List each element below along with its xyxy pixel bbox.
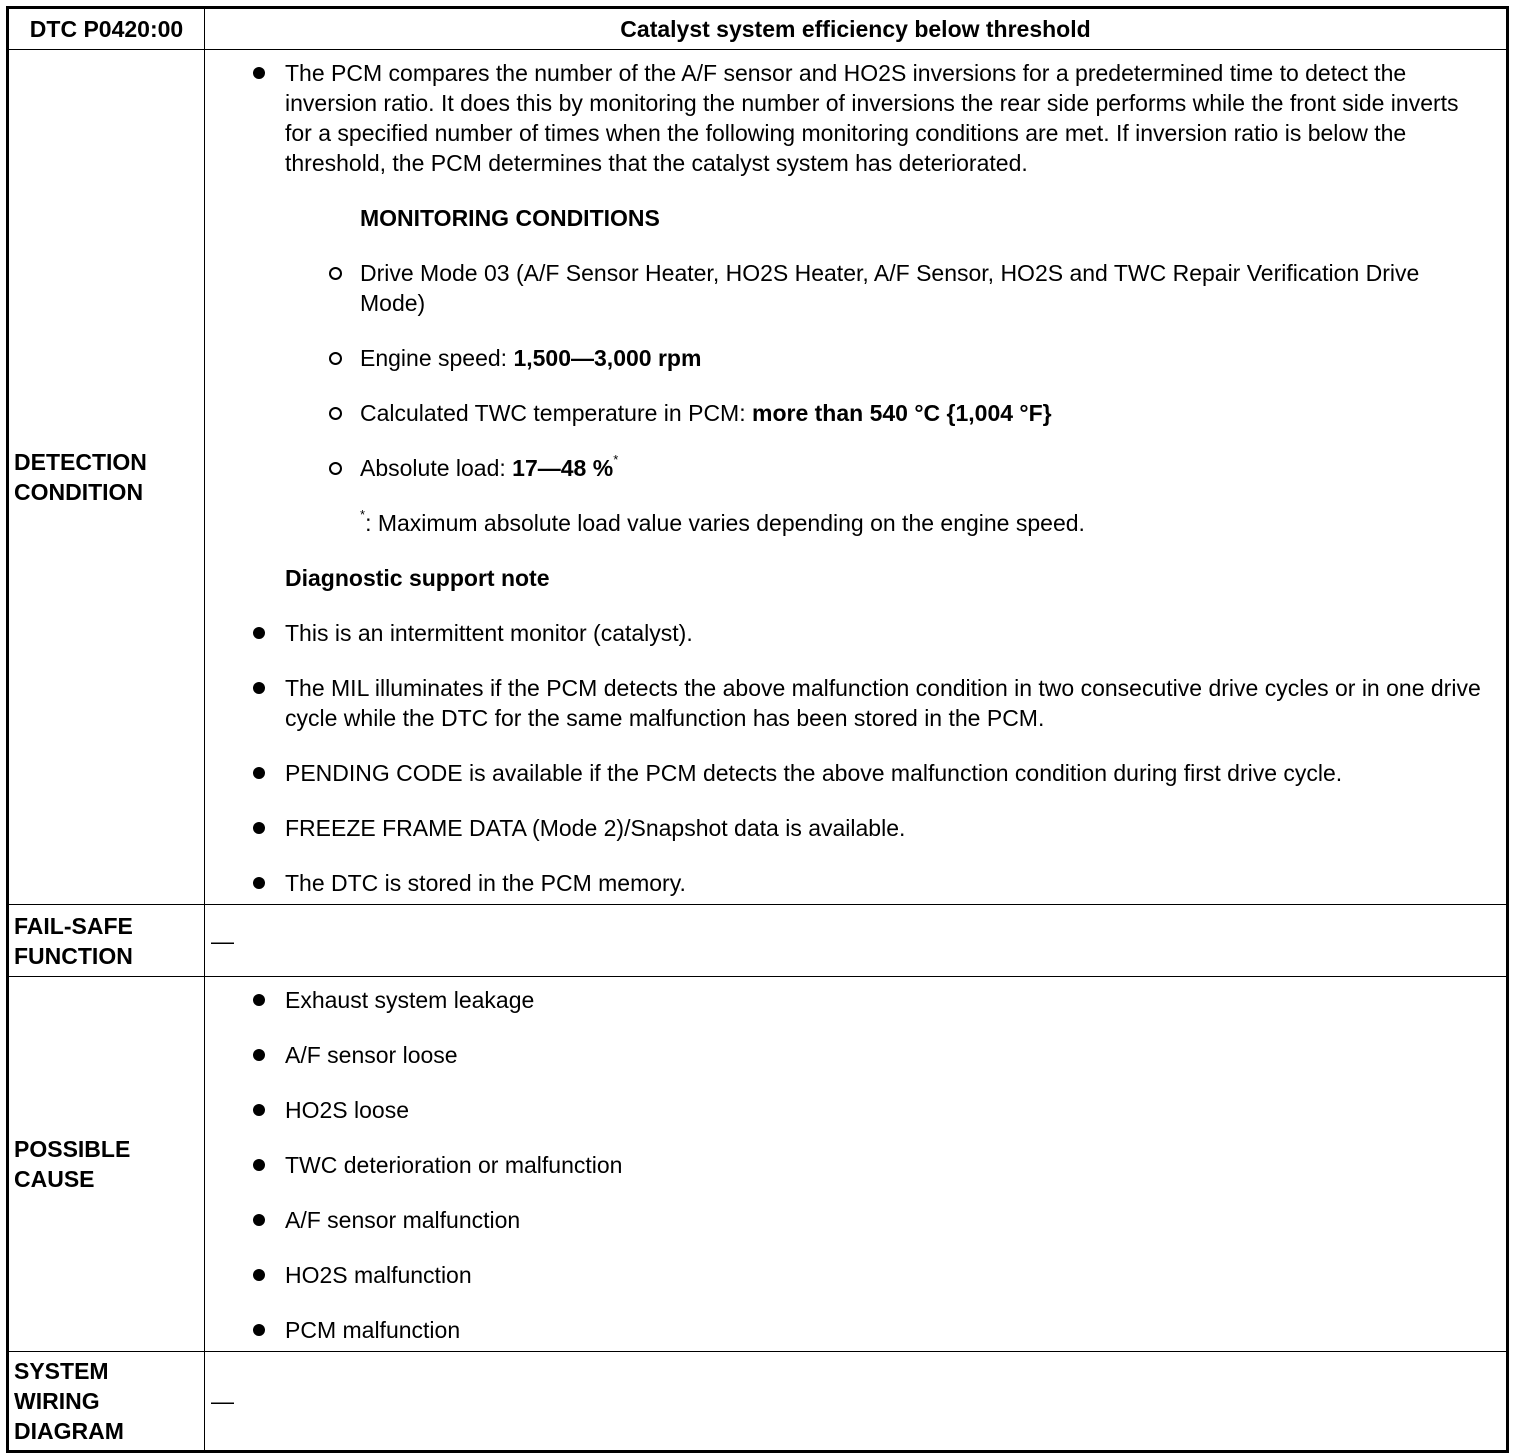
- cause-text: HO2S loose: [285, 1097, 410, 1123]
- cause-item: [205, 1315, 1506, 1345]
- possible-cause-list: [205, 977, 1508, 1352]
- bullet-icon: [253, 1214, 265, 1226]
- condition-drive-mode-text: Drive Mode 03 (A/F Sensor Heater, HO2S Heater, A/F Sensor, HO2S and TWC Repair Verification Drive Mode): [360, 260, 1420, 316]
- detection-label: [8, 50, 205, 905]
- possible-cause-label-line2: CAUSE: [14, 1166, 95, 1192]
- detection-intro-text: The PCM compares the number of the A/F sensor and HO2S inversions for a predetermined time to detect the inversion ratio. It does this by monitoring the number of inversions the rear side performs while the front side inverts for a specified number of times when the following monitoring conditions are met. If inversion ratio is below the threshold, the PCM determines that the catalyst system has deteriorated.: [285, 60, 1459, 176]
- possible-cause-row: [8, 977, 1508, 1352]
- condition-twc-temp: [205, 398, 1506, 428]
- bullet-icon: [253, 627, 265, 639]
- possible-cause-label: [8, 977, 205, 1352]
- support-note-text: PENDING CODE is available if the PCM detects the above malfunction condition during first drive cycle.: [285, 760, 1343, 786]
- cause-text: TWC deterioration or malfunction: [285, 1152, 623, 1178]
- cause-item: [205, 1040, 1506, 1070]
- cause-text: A/F sensor malfunction: [285, 1207, 521, 1233]
- monitoring-heading: MONITORING CONDITIONS: [360, 205, 660, 231]
- failsafe-row: [8, 905, 1508, 977]
- wiring-label: [8, 1352, 205, 1452]
- support-note-text: The DTC is stored in the PCM memory.: [285, 870, 686, 896]
- support-note-text: This is an intermittent monitor (catalyst).: [285, 620, 693, 646]
- ring-bullet-icon: [329, 407, 342, 420]
- ring-bullet-icon: [329, 267, 342, 280]
- support-note: [205, 868, 1506, 898]
- dtc-title: Catalyst system efficiency below threshold: [205, 8, 1508, 50]
- dtc-code: DTC P0420:00: [8, 8, 205, 50]
- support-note: [205, 673, 1506, 733]
- cause-item: [205, 1260, 1506, 1290]
- twc-temp-label: Calculated TWC temperature in PCM:: [360, 400, 752, 426]
- bullet-icon: [253, 682, 265, 694]
- cause-item: [205, 1205, 1506, 1235]
- cause-item: [205, 985, 1506, 1015]
- dtc-table: [6, 6, 1509, 1453]
- bullet-icon: [253, 1049, 265, 1061]
- detection-label-line1: DETECTION: [14, 449, 147, 475]
- detection-label-line2: CONDITION: [14, 479, 144, 505]
- ring-bullet-icon: [329, 462, 342, 475]
- condition-drive-mode: [205, 258, 1506, 318]
- absolute-load-asterisk: *: [613, 452, 619, 467]
- footnote-text: : Maximum absolute load value varies depending on the engine speed.: [365, 510, 1085, 536]
- condition-engine-speed: [205, 343, 1506, 373]
- cause-text: A/F sensor loose: [285, 1042, 458, 1068]
- support-note: [205, 813, 1506, 843]
- wiring-label-line2: WIRING: [14, 1388, 100, 1414]
- bullet-icon: [253, 877, 265, 889]
- bullet-icon: [253, 1104, 265, 1116]
- detection-intro: [205, 58, 1506, 178]
- absolute-load-value: 17—48 %: [512, 455, 614, 481]
- engine-speed-label: Engine speed:: [360, 345, 514, 371]
- support-note-text: The MIL illuminates if the PCM detects the above malfunction condition in two consecutive drive cycles or in one drive cycle while the DTC for the same malfunction has been stored in the PCM.: [285, 675, 1481, 731]
- failsafe-value: —: [205, 905, 1508, 977]
- footnote-asterisk: *: [360, 507, 366, 522]
- bullet-icon: [253, 994, 265, 1006]
- failsafe-label: [8, 905, 205, 977]
- support-note: [205, 618, 1506, 648]
- support-note: [205, 758, 1506, 788]
- cause-item: [205, 1150, 1506, 1180]
- bullet-icon: [253, 1324, 265, 1336]
- condition-absolute-load: [205, 453, 1506, 483]
- wiring-label-line1: SYSTEM: [14, 1358, 109, 1384]
- wiring-value: —: [205, 1352, 1508, 1452]
- bullet-icon: [253, 67, 265, 79]
- detection-content: [205, 50, 1508, 905]
- cause-text: PCM malfunction: [285, 1317, 461, 1343]
- footnote: [205, 508, 1506, 538]
- ring-bullet-icon: [329, 352, 342, 365]
- failsafe-label-line1: FAIL-SAFE: [14, 912, 133, 939]
- header-row: [8, 8, 1508, 50]
- cause-text: Exhaust system leakage: [285, 987, 535, 1013]
- absolute-load-label: Absolute load:: [360, 455, 513, 481]
- bullet-icon: [253, 1159, 265, 1171]
- twc-temp-value: more than 540 °C {1,004 °F}: [752, 400, 1052, 426]
- support-note-text: FREEZE FRAME DATA (Mode 2)/Snapshot data is available.: [285, 815, 906, 841]
- engine-speed-value: 1,500—3,000 rpm: [513, 345, 702, 371]
- failsafe-label-line2: FUNCTION: [14, 942, 133, 969]
- cause-text: HO2S malfunction: [285, 1262, 472, 1288]
- bullet-icon: [253, 1269, 265, 1281]
- possible-cause-label-line1: POSSIBLE: [14, 1136, 131, 1162]
- wiring-row: [8, 1352, 1508, 1452]
- bullet-icon: [253, 822, 265, 834]
- bullet-icon: [253, 767, 265, 779]
- wiring-label-line3: DIAGRAM: [14, 1418, 124, 1444]
- cause-item: [205, 1095, 1506, 1125]
- detection-row: [8, 50, 1508, 905]
- support-heading: Diagnostic support note: [285, 565, 550, 591]
